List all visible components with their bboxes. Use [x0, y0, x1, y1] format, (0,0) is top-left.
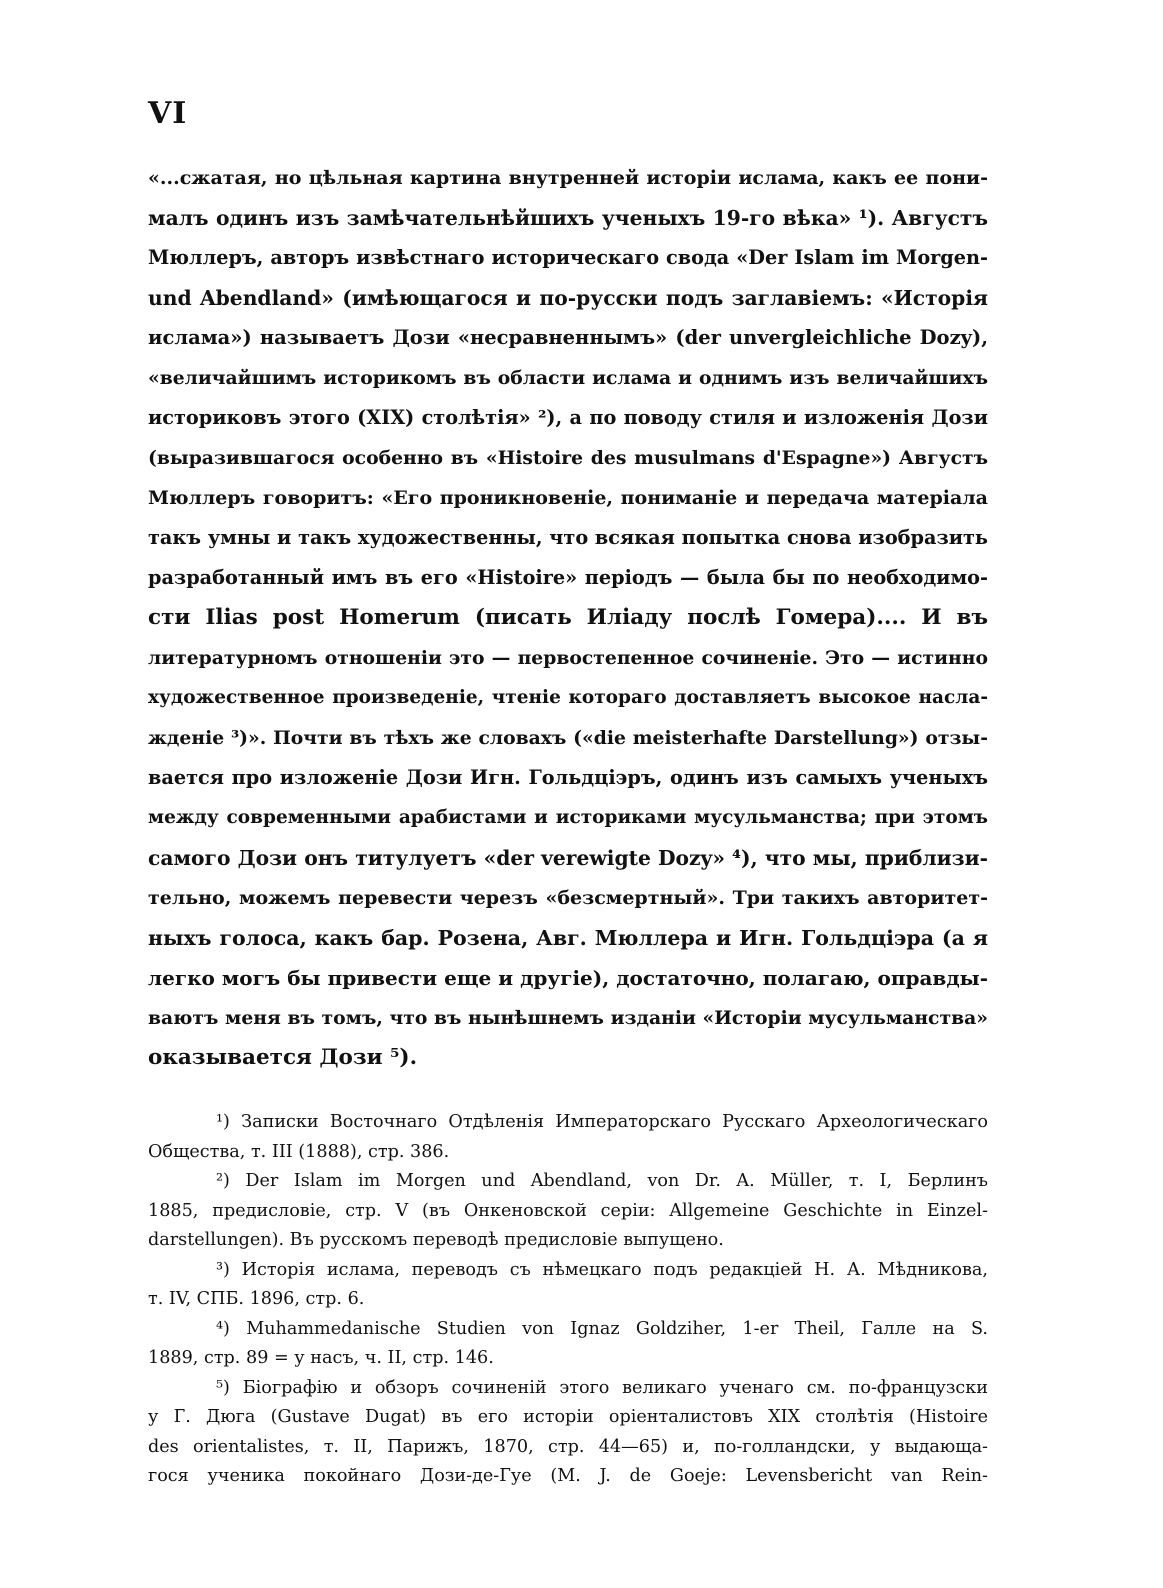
text-line: историковъ этого (XIX) столѣтія» ²), а по поводу стиля и изложенія Дози	[148, 406, 988, 429]
text-line: Мюллеръ, авторъ извѣстнаго историческаго свода «Der Islam im Morgen-	[148, 246, 988, 269]
text-line: ислама») называетъ Дози «несравненнымъ» (der unvergleichliche Dozy),	[148, 326, 988, 349]
text-line: (выразившагося особенно въ «Histoire des musulmans d'Espagne») Августъ	[148, 447, 988, 469]
footnote-line: ³) Исторія ислама, переводъ съ нѣмецкаго подъ редакціей Н. А. Мѣдникова,	[216, 1259, 988, 1280]
main-text-block	[148, 158, 988, 1078]
text-line: und Abendland» (имѣющагося и по-русски подъ заглавіемъ: «Исторія	[148, 286, 988, 310]
footnote-line: 1889, стр. 89 = у насъ, ч. II, стр. 146.	[148, 1348, 494, 1368]
footnote-line: ²) Der Islam im Morgen und Abendland, von Dr. A. Müller, т. I, Берлинъ	[216, 1171, 988, 1191]
footnote-line: у Г. Дюга (Gustave Dugat) въ его исторіи оріенталистовъ XIX столѣтія (Histoire	[148, 1407, 988, 1427]
text-line: тельно, можемъ перевести черезъ «безсмертный». Три такихъ авторитет-	[148, 887, 988, 909]
text-line: самого Дози онъ титулуетъ «der verewigte Dozy» ⁴), что мы, приблизи-	[148, 846, 988, 870]
footnote-line: т. IV, СПБ. 1896, стр. 6.	[148, 1289, 365, 1309]
text-line: вается про изложеніе Дози Игн. Гольдціэръ, одинъ изъ самыхъ ученыхъ	[148, 766, 988, 789]
text-line: сти Ilias post Homerum (писать Иліаду послѣ Гомера).... И въ	[148, 605, 988, 630]
text-line: ныхъ голоса, какъ бар. Розена, Авг. Мюллера и Игн. Гольдціэра (а я	[148, 926, 988, 950]
footnote-line: des orientalistes, т. II, Парижъ, 1870, стр. 44—65) и, по-голландски, у выдающа-	[148, 1436, 988, 1457]
text-line: ваютъ меня въ томъ, что въ нынѣшнемъ изданіи «Исторіи мусульманства»	[148, 1007, 988, 1029]
text-line: жденіе ³)». Почти въ тѣхъ же словахъ («die meisterhafte Darstellung») отзы-	[148, 727, 988, 749]
footnotes-block	[148, 1108, 988, 1492]
footnote-line: 1885, предисловіе, стр. V (въ Онкеновской серіи: Allgemeine Geschichte in Einzel-	[148, 1200, 988, 1221]
text-line: литературномъ отношеніи это — первостепенное сочиненіе. Это — истинно	[148, 647, 988, 669]
text-line: оказывается Дози ⁵).	[148, 1045, 418, 1070]
page-number: VI	[148, 96, 188, 131]
text-line: художественное произведеніе, чтеніе котораго доставляетъ высокое насла-	[148, 687, 988, 708]
text-line: легко могъ бы привести еще и другіе), достаточно, полагаю, оправды-	[148, 966, 988, 990]
footnote-line: darstellungen). Въ русскомъ переводѣ предисловіе выпущено.	[148, 1230, 724, 1250]
text-line: Мюллеръ говоритъ: «Его проникновеніе, пониманіе и передача матеріала	[148, 487, 988, 509]
text-line: «...сжатая, но цѣльная картина внутренней исторіи ислама, какъ ее пони-	[148, 167, 988, 189]
footnote-line: ¹) Записки Восточнаго Отдѣленія Императорскаго Русскаго Археологическаго	[216, 1112, 988, 1132]
text-line: «величайшимъ историкомъ въ области ислама и однимъ изъ величайшихъ	[148, 367, 988, 389]
footnote-line: ⁵) Біографію и обзоръ сочиненій этого великаго ученаго см. по-французски	[216, 1377, 988, 1398]
text-line: разработанный имъ въ его «Histoire» періодъ — была бы по необходимо-	[148, 566, 988, 589]
text-line: между современными арабистами и историками мусульманства; при этомъ	[148, 807, 988, 828]
footnote-line: Общества, т. III (1888), стр. 386.	[148, 1141, 450, 1162]
footnote-line: гося ученика покойнаго Дози-де-Гуе (M. J. de Goeje: Levensbericht van Rein-	[148, 1466, 988, 1486]
footnote-line: ⁴) Muhammedanische Studien von Ignaz Goldziher, 1-er Theil, Галле на S.	[216, 1318, 988, 1339]
text-line: малъ одинъ изъ замѣчательнѣйшихъ ученыхъ 19-го вѣка» ¹). Августъ	[148, 206, 988, 230]
text-line: такъ умны и такъ художественны, что всякая попытка снова изобразить	[148, 526, 988, 549]
